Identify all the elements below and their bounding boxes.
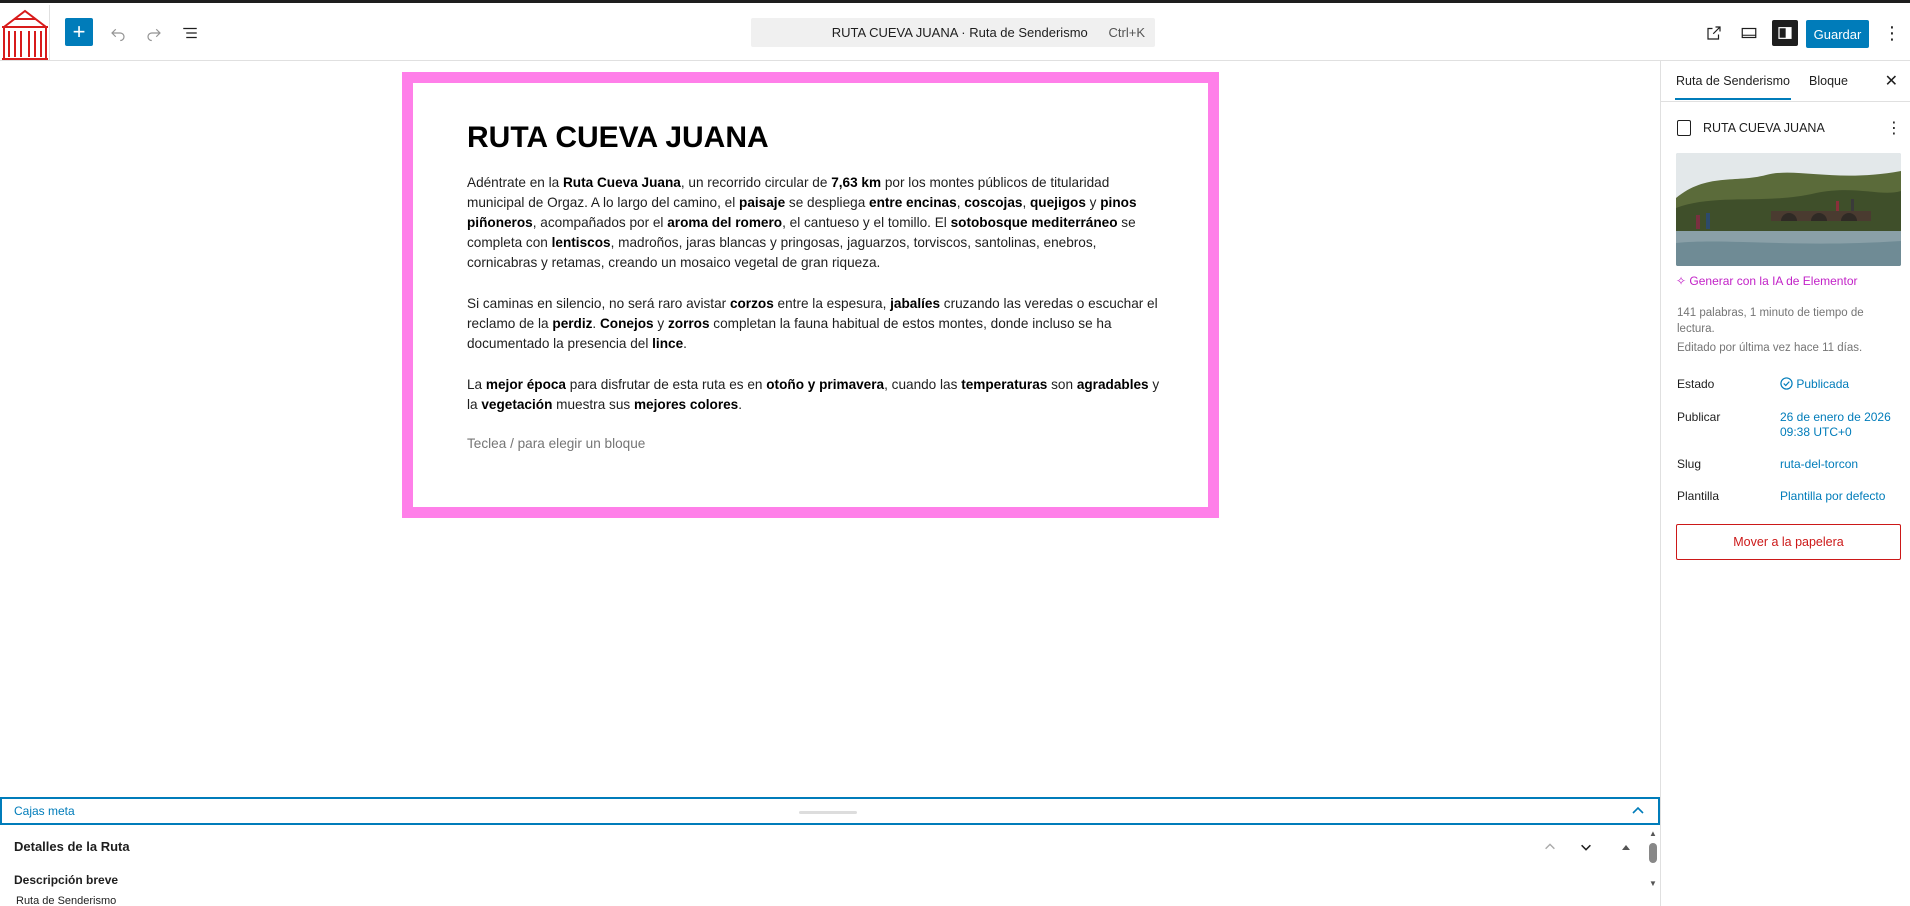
scroll-down-arrow[interactable]: ▼	[1649, 879, 1657, 888]
metabox-title: Detalles de la Ruta	[14, 839, 130, 854]
post-title[interactable]: RUTA CUEVA JUANA	[467, 121, 769, 154]
toggle-panel-button[interactable]	[1614, 835, 1638, 859]
active-tab-indicator	[1675, 98, 1791, 100]
document-title: RUTA CUEVA JUANA · Ruta de Senderismo	[831, 25, 1088, 40]
meta-boxes-label: Cajas meta	[14, 804, 75, 818]
template-value[interactable]: Plantilla por defecto	[1780, 489, 1886, 503]
status-label: Estado	[1677, 377, 1715, 391]
redo-icon	[145, 24, 163, 42]
metabox-ruta-details	[0, 825, 1660, 906]
save-button[interactable]: Guardar	[1806, 20, 1869, 48]
move-to-trash-button[interactable]: Mover a la papelera	[1676, 524, 1901, 560]
post-content-frame	[402, 72, 1219, 518]
template-label: Plantilla	[1677, 489, 1720, 503]
document-summary	[1677, 118, 1902, 138]
tab-block[interactable]: Bloque	[1809, 74, 1848, 88]
undo-button[interactable]	[104, 19, 132, 47]
sparkle-icon: ✧	[1676, 274, 1690, 288]
sidebar-tabs	[1661, 61, 1910, 102]
more-vertical-icon: ⋮	[1883, 22, 1901, 43]
view-post-button[interactable]	[1700, 19, 1728, 47]
redo-button[interactable]	[140, 19, 168, 47]
command-palette-button[interactable]	[751, 18, 1155, 47]
plus-icon: +	[72, 19, 86, 44]
paragraph-block[interactable]: La mejor época para disfrutar de esta ruta es en otoño y primavera, cuando las temperaturas son agradables y la vegetación muestra sus mejores colores.	[467, 377, 1160, 412]
published-check-icon	[1780, 377, 1793, 390]
publish-label: Publicar	[1677, 410, 1721, 424]
shortcut-hint: Ctrl+K	[1108, 25, 1145, 40]
resize-handle[interactable]	[799, 811, 857, 814]
more-vertical-icon[interactable]: ⋮	[1886, 120, 1902, 137]
last-edited: Editado por última vez hace 11 días.	[1677, 342, 1863, 354]
editor-canvas	[0, 61, 1660, 797]
word-count: 141 palabras, 1 minuto de tiempo de lectura.	[1677, 307, 1864, 335]
add-block-button[interactable]	[65, 18, 93, 46]
list-view-button[interactable]	[176, 19, 204, 47]
site-logo-icon[interactable]	[0, 5, 50, 61]
settings-sidebar	[1660, 61, 1910, 906]
ai-generate-label: Generar con la IA de Elementor	[1689, 274, 1858, 288]
meta-boxes-toggle[interactable]	[0, 797, 1660, 825]
paragraph-block[interactable]: Si caminas en silencio, no será raro avistar corzos entre la espesura, jabalíes cruzando las veredas o escuchar el reclamo de la perdiz. Conejos y zorros completan la fauna habitual de estos montes, donde incluso se ha documentado la presencia del lince.	[467, 296, 1158, 351]
page-icon	[1677, 120, 1691, 136]
status-value[interactable]: Publicada	[1780, 377, 1849, 392]
editor-header	[0, 0, 1910, 61]
post-content	[467, 121, 1167, 451]
chevron-down-icon	[1579, 840, 1593, 854]
scroll-up-arrow[interactable]: ▲	[1649, 829, 1657, 838]
breadcrumb: Ruta de Senderismo	[16, 895, 117, 906]
scroll-thumb[interactable]	[1649, 843, 1657, 863]
options-button[interactable]	[1880, 19, 1904, 47]
block-appender-placeholder[interactable]: Teclea / para elegir un bloque	[467, 436, 646, 451]
move-down-button[interactable]	[1574, 835, 1598, 859]
list-view-icon	[181, 24, 199, 42]
preview-button[interactable]	[1735, 19, 1763, 47]
field-label-descripcion: Descripción breve	[14, 873, 119, 887]
publish-date-value[interactable]: 26 de enero de 2026 09:38 UTC+0	[1780, 410, 1891, 439]
desktop-preview-icon	[1740, 24, 1758, 42]
undo-icon	[109, 24, 127, 42]
sidebar-toggle-icon	[1777, 25, 1793, 41]
chevron-up-icon	[1543, 840, 1557, 854]
scrollbar[interactable]	[1648, 827, 1658, 887]
chevron-up-icon[interactable]	[1630, 803, 1646, 819]
tab-post[interactable]: Ruta de Senderismo	[1676, 74, 1790, 88]
ai-generate-link[interactable]	[1676, 274, 1857, 288]
featured-image[interactable]	[1676, 153, 1901, 266]
settings-toggle-button[interactable]	[1772, 20, 1798, 46]
slug-value[interactable]: ruta-del-torcon	[1780, 457, 1859, 471]
paragraph-block[interactable]: Adéntrate en la Ruta Cueva Juana, un recorrido circular de 7,63 km por los montes públicos de titularidad municipal de Orgaz. A lo largo del camino, el paisaje se despliega entre encinas, coscojas, quejigos y pinos piñoneros, acompañados por el aroma del romero, el cantueso y el tomillo. El sotobosque mediterráneo se completa con lentiscos, madroños, jaras blancas y pringosas, jaguarzos, torviscos, santolinas, enebros, cornicabras y retamas, creando un mosaico vegetal de gran riqueza.	[467, 175, 1137, 270]
move-up-button[interactable]	[1538, 835, 1562, 859]
close-icon[interactable]: ✕	[1884, 73, 1898, 90]
triangle-up-icon	[1621, 842, 1631, 852]
document-title: RUTA CUEVA JUANA	[1703, 121, 1825, 135]
slug-label: Slug	[1677, 457, 1702, 471]
external-link-icon	[1705, 24, 1723, 42]
